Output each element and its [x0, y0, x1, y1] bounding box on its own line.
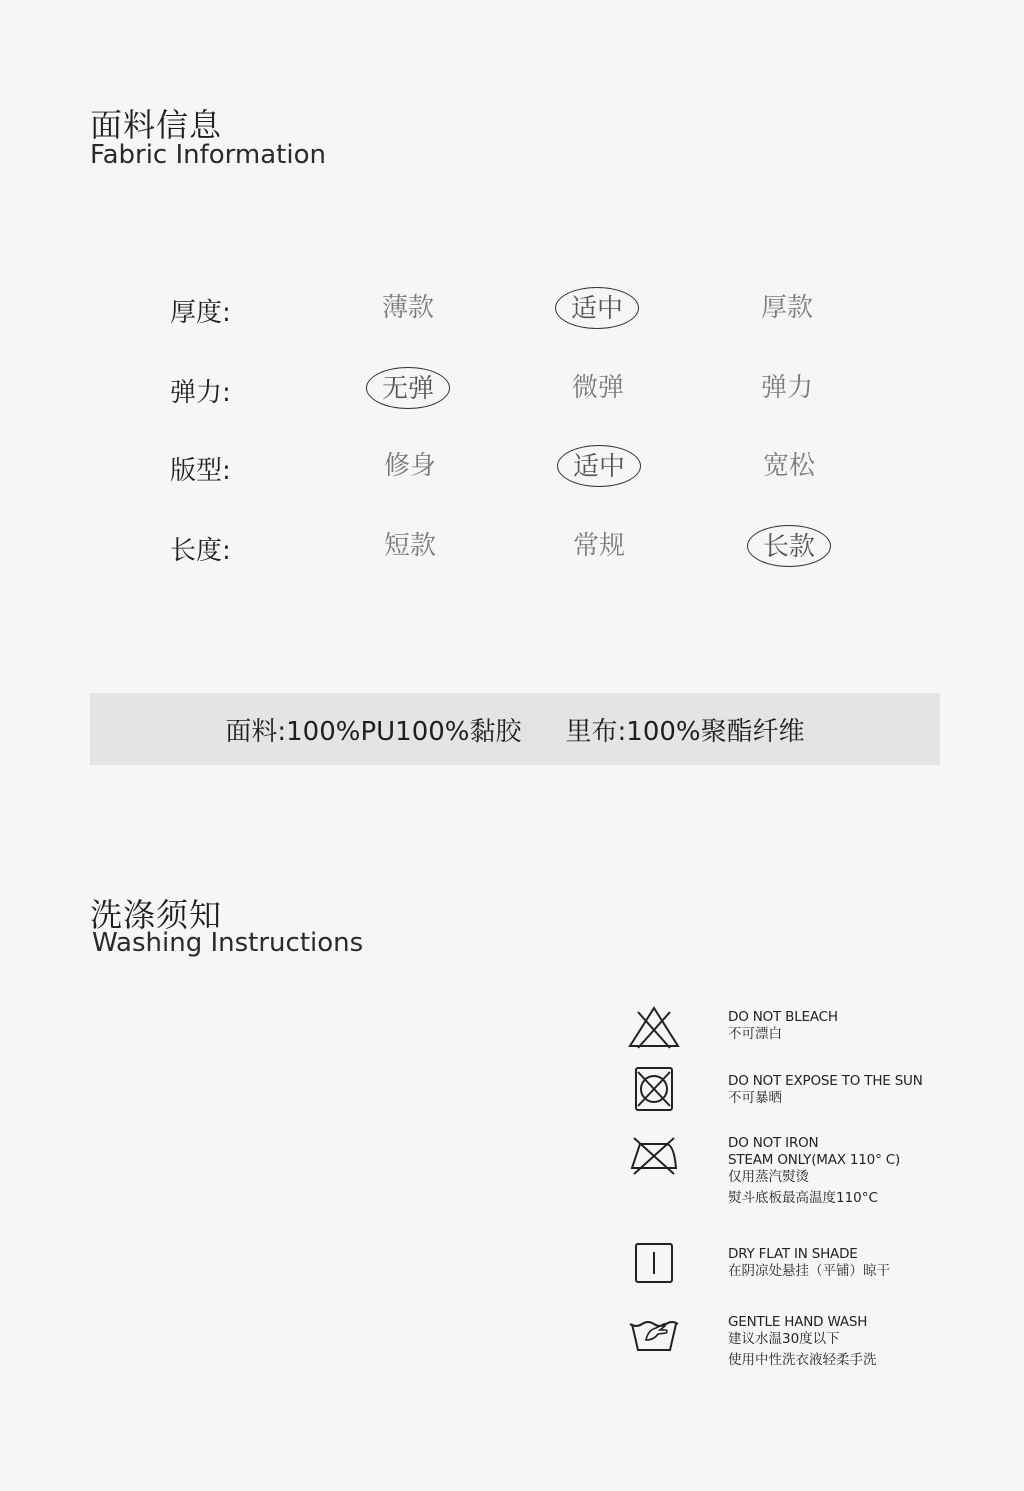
elasticity-option-none: 无弹: [366, 367, 450, 409]
care-line: 不可暴晒: [728, 1090, 782, 1106]
elasticity-label: 弹力:: [170, 378, 231, 408]
care-line: 熨斗底板最高温度110°C: [728, 1190, 878, 1206]
fit-option-loose: 宽松: [762, 451, 815, 481]
length-label: 长度:: [170, 536, 231, 566]
care-line: 仅用蒸汽熨烫: [728, 1169, 809, 1185]
thickness-label: 厚度:: [170, 298, 231, 328]
length-option-regular: 常规: [572, 531, 625, 561]
composition-bar: [90, 693, 940, 765]
washing-title-en: Washing Instructions: [92, 928, 364, 958]
dry-flat-in-shade-icon: [626, 1240, 682, 1288]
care-line: DRY FLAT IN SHADE: [728, 1246, 858, 1262]
care-line: DO NOT EXPOSE TO THE SUN: [728, 1073, 923, 1089]
care-item-no-sun: [728, 1073, 923, 1107]
care-line: 在阴凉处悬挂（平铺）晾干: [728, 1263, 890, 1279]
elasticity-option-stretch: 弹力: [760, 373, 813, 403]
care-line: GENTLE HAND WASH: [728, 1314, 868, 1330]
care-item-hand-wash: [728, 1314, 877, 1369]
fit-option-slim: 修身: [383, 451, 436, 481]
do-not-tumble-dry-icon: [626, 1066, 682, 1114]
do-not-bleach-icon: [626, 1004, 682, 1052]
care-line: 建议水温30度以下: [728, 1331, 840, 1347]
fabric-title-cn: 面料信息: [90, 106, 223, 144]
care-line: 不可漂白: [728, 1026, 782, 1042]
care-line: STEAM ONLY(MAX 110° C): [728, 1152, 901, 1168]
hand-wash-icon: [626, 1310, 682, 1358]
lining-composition: 里布:100%聚酯纤维: [565, 716, 805, 747]
shell-composition: 面料:100%PU100%黏胶: [225, 716, 522, 747]
length-option-long: 长款: [747, 525, 831, 567]
care-item-dry-flat: [728, 1246, 890, 1280]
fit-option-medium: 适中: [557, 445, 641, 487]
care-line: 使用中性洗衣液轻柔手洗: [728, 1352, 877, 1368]
washing-title-cn: 洗涤须知: [90, 896, 223, 934]
care-line: DO NOT BLEACH: [728, 1009, 838, 1025]
care-line: DO NOT IRON: [728, 1135, 819, 1151]
length-option-short: 短款: [383, 531, 436, 561]
do-not-iron-icon: [626, 1130, 682, 1178]
care-item-do-not-iron: [728, 1135, 900, 1207]
elasticity-option-slight: 微弹: [571, 373, 624, 403]
fit-label: 版型:: [170, 456, 231, 486]
thickness-option-medium: 适中: [555, 287, 639, 329]
fabric-title-en: Fabric Information: [90, 140, 326, 170]
thickness-option-thin: 薄款: [381, 293, 434, 323]
care-item-do-not-bleach: [728, 1009, 838, 1043]
thickness-option-thick: 厚款: [760, 293, 813, 323]
